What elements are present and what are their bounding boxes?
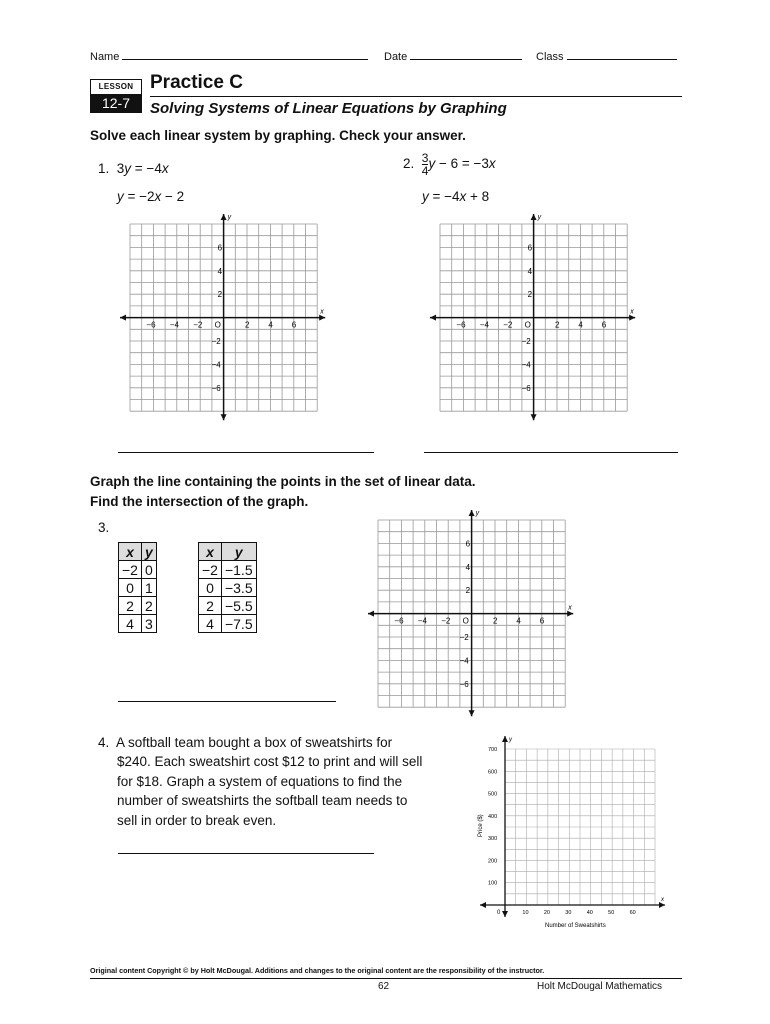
table-cell: −7.5 bbox=[221, 615, 256, 633]
y-tick-label: 700 bbox=[488, 747, 498, 753]
x-axis-title: Number of Sweatshirts bbox=[545, 923, 606, 929]
y-tick-label: 100 bbox=[488, 880, 498, 887]
arrow-icon bbox=[469, 710, 475, 716]
arrow-icon bbox=[480, 902, 486, 908]
problem-2-eq1: 2. $\frac{3}{4}$ y − 6 = −3x bbox=[403, 151, 496, 178]
table-row bbox=[199, 561, 257, 579]
table-header: y bbox=[221, 543, 256, 561]
table-row bbox=[119, 597, 157, 615]
x-tick-label: 30 bbox=[565, 910, 572, 916]
y-tick-label: 2 bbox=[527, 290, 533, 300]
x-tick-label: 4 bbox=[578, 320, 583, 330]
instructions-1: Solve each linear system by graphing. Check your answer. bbox=[90, 128, 466, 143]
table-row bbox=[119, 579, 157, 597]
x-tick-label: 6 bbox=[291, 320, 297, 330]
y-tick-label: 2 bbox=[217, 290, 223, 300]
y-axis-letter: y bbox=[509, 737, 512, 743]
date-label: Date bbox=[384, 51, 408, 63]
date-line bbox=[410, 50, 522, 60]
origin-label: O bbox=[462, 616, 469, 626]
answer-line-4[interactable] bbox=[118, 853, 374, 854]
table-row bbox=[199, 579, 257, 597]
table-cell: −2 bbox=[199, 561, 222, 579]
lesson-number: 12-7 bbox=[91, 94, 141, 112]
instructions-2-line1: Graph the line containing the points in the set of linear data. bbox=[90, 474, 476, 489]
data-table-1 bbox=[118, 542, 157, 633]
y-tick-label: −6 bbox=[211, 383, 221, 393]
x-tick-label: −2 bbox=[193, 320, 203, 330]
x-tick-label: 4 bbox=[516, 616, 521, 626]
x-tick-label: 6 bbox=[601, 320, 607, 330]
x-tick-label: 40 bbox=[586, 910, 593, 916]
x-tick-label: −4 bbox=[417, 616, 427, 626]
problem-1-eq1: 1. 3y = −4x bbox=[98, 161, 169, 176]
y-tick-label: 2 bbox=[465, 586, 471, 596]
name-label: Name bbox=[90, 51, 120, 63]
arrow-icon bbox=[502, 911, 508, 917]
table-row bbox=[119, 615, 157, 633]
y-axis-label: y bbox=[227, 214, 232, 221]
y-axis-label: y bbox=[537, 214, 542, 221]
arrow-icon bbox=[221, 414, 227, 420]
instructions-2-line2: Find the intersection of the graph. bbox=[90, 494, 309, 509]
x-tick-label: 4 bbox=[268, 320, 273, 330]
table-cell: 2 bbox=[199, 597, 222, 615]
class-field[interactable] bbox=[536, 50, 677, 63]
arrow-icon bbox=[469, 510, 475, 516]
y-tick-label: −2 bbox=[521, 337, 531, 346]
answer-line-1[interactable] bbox=[118, 452, 374, 453]
lesson-badge bbox=[90, 79, 142, 113]
x-tick-label: 2 bbox=[493, 616, 498, 626]
x-tick-label: 10 bbox=[522, 910, 529, 916]
class-line bbox=[567, 50, 677, 60]
y-axis-title: Price ($) bbox=[478, 814, 484, 837]
publisher: Holt McDougal Mathematics bbox=[537, 981, 663, 992]
table-header: y bbox=[141, 543, 156, 561]
x-tick-label: 20 bbox=[543, 910, 550, 916]
problem-1-eq2: y = −2x − 2 bbox=[117, 189, 185, 204]
table-cell: 0 bbox=[119, 579, 142, 597]
y-tick-label: 500 bbox=[488, 791, 498, 798]
problem-3-number: 3. bbox=[98, 520, 110, 535]
footer-rule bbox=[90, 978, 682, 979]
table-header: x bbox=[199, 543, 222, 561]
y-tick-label: −4 bbox=[211, 360, 221, 370]
name-line bbox=[122, 50, 368, 60]
arrow-icon bbox=[120, 315, 126, 321]
y-tick-label: −4 bbox=[521, 360, 531, 370]
table-row bbox=[199, 615, 257, 633]
sweatshirt-graph[interactable] bbox=[470, 734, 670, 934]
y-tick-label: −2 bbox=[459, 633, 469, 642]
table-cell: −3.5 bbox=[221, 579, 256, 597]
coordinate-grid-2[interactable] bbox=[428, 210, 646, 422]
y-tick-label: −6 bbox=[459, 679, 469, 689]
x-tick-label: −4 bbox=[479, 320, 489, 330]
page-title: Practice C bbox=[150, 72, 243, 93]
table-cell: −2 bbox=[119, 561, 142, 579]
problem-2-eq2: y = −4x + 8 bbox=[422, 189, 490, 204]
origin-label: O bbox=[524, 320, 531, 330]
x-tick-label: 2 bbox=[245, 320, 250, 330]
x-tick-label: −2 bbox=[503, 320, 513, 330]
table-cell: 0 bbox=[199, 579, 222, 597]
x-axis-letter: x bbox=[661, 897, 664, 903]
page-subtitle: Solving Systems of Linear Equations by Graphing bbox=[150, 100, 507, 117]
answer-line-2[interactable] bbox=[424, 452, 678, 453]
arrow-icon bbox=[531, 414, 537, 420]
y-tick-label: 6 bbox=[465, 539, 471, 549]
origin-label: O bbox=[214, 320, 221, 330]
y-tick-label: 4 bbox=[527, 266, 533, 276]
x-axis-label: x bbox=[568, 604, 572, 612]
table-cell: 1 bbox=[141, 579, 156, 597]
x-axis-label: x bbox=[630, 308, 634, 316]
x-tick-label: 6 bbox=[539, 616, 545, 626]
coordinate-grid-3[interactable] bbox=[366, 506, 584, 718]
copyright-notice: Original content Copyright © by Holt McDougal. Additions and changes to the original content are the responsibility of the instructor. bbox=[90, 966, 545, 975]
date-field[interactable] bbox=[384, 50, 522, 63]
table-cell: 3 bbox=[141, 615, 156, 633]
arrow-icon bbox=[368, 611, 374, 617]
x-tick-label: 60 bbox=[629, 910, 636, 916]
table-cell: 2 bbox=[141, 597, 156, 615]
y-tick-label: 300 bbox=[488, 836, 498, 843]
table-cell: 4 bbox=[199, 615, 222, 633]
problem-4-text: 4. A softball team bought a box of sweatshirts for $240. Each sweatshirt cost $12 to print and will sell for $18. Graph a system of equations to find the number of sweatshirts the softball team needs to sell in order to break even. bbox=[98, 735, 423, 828]
title-rule bbox=[150, 96, 682, 97]
y-tick-label: 400 bbox=[488, 813, 498, 820]
table-cell: 0 bbox=[141, 561, 156, 579]
table-row bbox=[119, 561, 157, 579]
table-row bbox=[199, 597, 257, 615]
y-tick-label: −6 bbox=[521, 383, 531, 393]
x-tick-label: −4 bbox=[169, 320, 179, 330]
x-tick-label: −6 bbox=[456, 320, 466, 330]
arrow-icon bbox=[531, 214, 537, 220]
y-tick-label: −2 bbox=[211, 337, 221, 346]
x-axis-label: x bbox=[320, 308, 324, 316]
arrow-icon bbox=[221, 214, 227, 220]
y-tick-label: 6 bbox=[217, 243, 223, 253]
y-axis-label: y bbox=[475, 510, 480, 517]
x-tick-label: −6 bbox=[394, 616, 404, 626]
y-tick-label: 6 bbox=[527, 243, 533, 253]
table-cell: −1.5 bbox=[221, 561, 256, 579]
answer-line-3[interactable] bbox=[118, 701, 336, 702]
table-cell: 4 bbox=[119, 615, 142, 633]
x-tick-label: 50 bbox=[608, 910, 615, 916]
fraction: $\frac{3}{4}$ bbox=[421, 151, 429, 178]
y-tick-label: 4 bbox=[465, 562, 471, 572]
table-cell: 2 bbox=[119, 597, 142, 615]
x-tick-label: −2 bbox=[441, 616, 451, 626]
class-label: Class bbox=[536, 51, 564, 63]
arrow-icon bbox=[430, 315, 436, 321]
x-tick-label: −6 bbox=[146, 320, 156, 330]
data-table-2 bbox=[198, 542, 257, 633]
table-header: x bbox=[119, 543, 142, 561]
table-cell: −5.5 bbox=[221, 597, 256, 615]
y-tick-label: 600 bbox=[488, 769, 498, 776]
coordinate-grid-1[interactable] bbox=[118, 210, 336, 422]
arrow-icon bbox=[502, 736, 508, 742]
x-tick-label: 2 bbox=[555, 320, 560, 330]
page-number: 62 bbox=[378, 981, 390, 992]
y-tick-label: 4 bbox=[217, 266, 223, 276]
name-field[interactable] bbox=[90, 50, 368, 63]
y-tick-label: −4 bbox=[459, 656, 469, 666]
origin-label: 0 bbox=[497, 910, 501, 916]
lesson-label: LESSON bbox=[98, 82, 134, 91]
y-tick-label: 200 bbox=[488, 858, 498, 865]
